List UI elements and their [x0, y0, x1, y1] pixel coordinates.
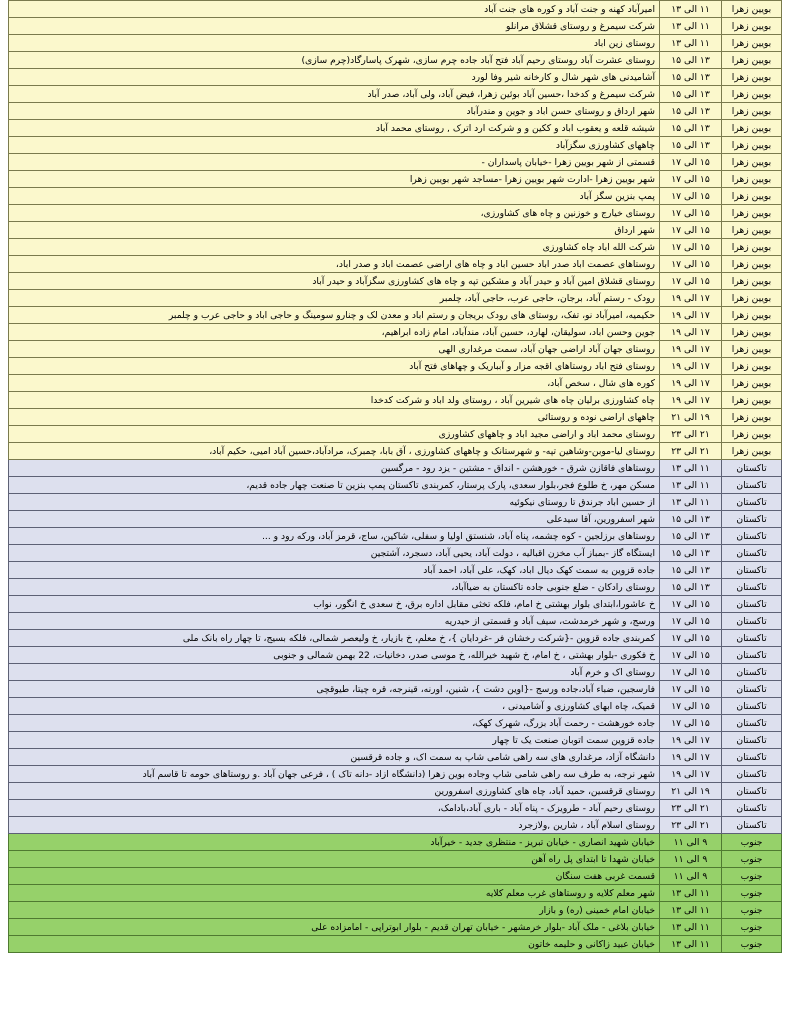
cell-area: بویین زهرا [722, 69, 782, 86]
cell-time: ۱۷ الی ۱۹ [660, 324, 722, 341]
table-row [9, 358, 782, 375]
table-row [9, 86, 782, 103]
table-row [9, 137, 782, 154]
cell-description: قسمتی از شهر بویین زهرا -خیابان پاسداران - [9, 154, 660, 171]
outage-table-body [9, 1, 782, 953]
cell-time: ۱۱ الی ۱۳ [660, 902, 722, 919]
cell-description: حکیمیه، امیرآباد نو، تفک، روستای های رودک بریجان و رستم اباد و معدن لک و چنارو سومینگ و حاجی اباد و حاجی عرب و چلمبر [9, 307, 660, 324]
table-row [9, 732, 782, 749]
cell-description: چاه کشاورزی برلیان چاه های شیرین آباد ، روستای ولد اباد و شرکت کدخدا [9, 392, 660, 409]
cell-time: ۱۵ الی ۱۷ [660, 171, 722, 188]
table-row [9, 511, 782, 528]
cell-description: روستای عشرت آباد روستای رحیم آباد فتح آباد جاده چرم سازی، شهرک پاسارگاد(چرم سازی) [9, 52, 660, 69]
table-row [9, 851, 782, 868]
table-row [9, 936, 782, 953]
cell-description: رودک - رستم آباد، برجان، حاجی عرب، حاجی آباد، چلمبر [9, 290, 660, 307]
cell-area: بویین زهرا [722, 273, 782, 290]
table-row [9, 817, 782, 834]
table-row [9, 120, 782, 137]
cell-area: بویین زهرا [722, 307, 782, 324]
cell-description: چاههای کشاورزی سگزآباد [9, 137, 660, 154]
table-row [9, 613, 782, 630]
cell-time: ۹ الی ۱۱ [660, 834, 722, 851]
cell-description: روستای زین اباد [9, 35, 660, 52]
table-row [9, 69, 782, 86]
cell-area: بویین زهرا [722, 120, 782, 137]
cell-area: جنوب [722, 885, 782, 902]
cell-area: بویین زهرا [722, 222, 782, 239]
table-row [9, 341, 782, 358]
cell-description: فارسجین، ضباء آباد،جاده ورسج -{اوین دشت }، شنین، اورنه، قینرجه، قره چیتا، طیوقچی [9, 681, 660, 698]
cell-area: تاکستان [722, 528, 782, 545]
cell-description: قمیک، چاه ابهای کشاورزی و آشامیدنی ، [9, 698, 660, 715]
table-row [9, 375, 782, 392]
table-row [9, 273, 782, 290]
cell-description: دانشگاه آزاد، مرغداری های سه راهی شامی شاپ به سمت اک، و جاده قرقسین [9, 749, 660, 766]
table-row [9, 681, 782, 698]
cell-area: بویین زهرا [722, 409, 782, 426]
cell-description: قسمت غربی هفت سنگان [9, 868, 660, 885]
table-row [9, 885, 782, 902]
table-row [9, 749, 782, 766]
cell-time: ۱۹ الی ۲۱ [660, 783, 722, 800]
cell-description: شهر معلم کلایه و روستاهای غرب معلم کلایه [9, 885, 660, 902]
cell-time: ۱۹ الی ۲۱ [660, 409, 722, 426]
cell-time: ۱۱ الی ۱۳ [660, 477, 722, 494]
cell-area: جنوب [722, 834, 782, 851]
cell-description: روستای قشلاق امین آباد و حیدر آباد و مشکین تپه و چاه های کشاورزی سگزآباد و حیدر آباد [9, 273, 660, 290]
cell-time: ۱۳ الی ۱۵ [660, 103, 722, 120]
cell-description: روستای فتح اباد روستاهای اقجه مزار و آبباریک و چهاهای فتح آباد [9, 358, 660, 375]
cell-description: شرکت الله اباد چاه کشاورزی [9, 239, 660, 256]
cell-time: ۹ الی ۱۱ [660, 851, 722, 868]
cell-area: بویین زهرا [722, 171, 782, 188]
cell-area: تاکستان [722, 664, 782, 681]
cell-description: کمربندی جاده قزوین -{شرکت رخشان فر -غردایان }، خ معلم، خ بازیار، خ ولیعصر شمالی، فلکه بسیج، تا چهار راه بانک ملی [9, 630, 660, 647]
cell-area: بویین زهرا [722, 86, 782, 103]
cell-description: روستای اک و خرم آباد [9, 664, 660, 681]
cell-time: ۱۵ الی ۱۷ [660, 205, 722, 222]
table-row [9, 664, 782, 681]
cell-description: پمپ بنزین سگز آباد [9, 188, 660, 205]
cell-description: خیابان شهدا تا ابتدای پل راه آهن [9, 851, 660, 868]
table-row [9, 800, 782, 817]
cell-description: روستاهای فاقازن شرق - خورهشن - انداق - مشتین - یزد رود - مرگسین [9, 460, 660, 477]
table-row [9, 596, 782, 613]
table-row [9, 290, 782, 307]
table-row [9, 868, 782, 885]
cell-description: جوین وحسن اباد، سولیقان، لهارد، حسین آباد، مندآباد، امام زاده ابراهیم، [9, 324, 660, 341]
cell-time: ۱۱ الی ۱۳ [660, 18, 722, 35]
cell-area: تاکستان [722, 698, 782, 715]
cell-description: ورسج، و شهر خرمدشت، سیف آباد و قسمتی از حیدریه [9, 613, 660, 630]
cell-description: روستای رادکان - ضلع جنوبی جاده تاکستان به ضیاآباد، [9, 579, 660, 596]
cell-area: بویین زهرا [722, 205, 782, 222]
cell-area: بویین زهرا [722, 1, 782, 18]
cell-area: بویین زهرا [722, 256, 782, 273]
cell-description: مسکن مهر، خ طلوع فجر،بلوار سعدی، پارک پرستار، کمربندی تاکستان پمپ بنزین تا صنعت چهار جاده قدیم، [9, 477, 660, 494]
cell-area: بویین زهرا [722, 341, 782, 358]
cell-time: ۱۳ الی ۱۵ [660, 69, 722, 86]
table-row [9, 783, 782, 800]
cell-area: تاکستان [722, 647, 782, 664]
cell-time: ۱۵ الی ۱۷ [660, 596, 722, 613]
cell-area: بویین زهرا [722, 375, 782, 392]
cell-description: روستای اسلام آباد ، شارین ,ولازجرد [9, 817, 660, 834]
table-row [9, 35, 782, 52]
cell-time: ۹ الی ۱۱ [660, 868, 722, 885]
cell-description: روستای قرقسین، حمید آباد، چاه های کشاورزی اسفرورین [9, 783, 660, 800]
cell-description: روستای جهان آباد اراضی جهان آباد، سمت مرغداری الهی [9, 341, 660, 358]
cell-description: جاده قزوین به سمت کهک دیال اباد، کهک، علی آباد، احمد آباد [9, 562, 660, 579]
table-row [9, 902, 782, 919]
cell-time: ۲۱ الی ۲۳ [660, 817, 722, 834]
table-row [9, 392, 782, 409]
cell-description: کوره های شال ، سخص آباد، [9, 375, 660, 392]
cell-time: ۱۷ الی ۱۹ [660, 358, 722, 375]
cell-time: ۱۳ الی ۱۵ [660, 86, 722, 103]
table-row [9, 18, 782, 35]
table-row [9, 477, 782, 494]
cell-time: ۱۵ الی ۱۷ [660, 647, 722, 664]
cell-description: خ عاشورا،ابتدای بلوار بهشتی خ امام، فلکه تخثی مقابل اداره برق، خ سعدی خ انگور، نواب [9, 596, 660, 613]
cell-description: شهر ارداق و روستای حسن اباد و جوین و مندرآباد [9, 103, 660, 120]
table-row [9, 188, 782, 205]
table-row [9, 766, 782, 783]
cell-area: تاکستان [722, 732, 782, 749]
table-row [9, 239, 782, 256]
cell-time: ۱۱ الی ۱۳ [660, 460, 722, 477]
cell-time: ۱۳ الی ۱۵ [660, 137, 722, 154]
cell-description: روستای محمد اباد و اراضی مجید اباد و چاههای کشاورزی [9, 426, 660, 443]
cell-description: خیابان عبید زاکانی و حلیمه خاتون [9, 936, 660, 953]
cell-description: خیابان شهید انصاری - خیابان تبریز - منتظری جدید - خیرآباد [9, 834, 660, 851]
cell-time: ۱۵ الی ۱۷ [660, 630, 722, 647]
cell-area: جنوب [722, 936, 782, 953]
cell-area: تاکستان [722, 817, 782, 834]
cell-time: ۱۱ الی ۱۳ [660, 1, 722, 18]
cell-area: تاکستان [722, 562, 782, 579]
cell-area: بویین زهرا [722, 188, 782, 205]
cell-area: جنوب [722, 868, 782, 885]
table-row [9, 698, 782, 715]
cell-area: تاکستان [722, 460, 782, 477]
cell-area: بویین زهرا [722, 392, 782, 409]
table-row [9, 256, 782, 273]
cell-area: تاکستان [722, 596, 782, 613]
cell-area: تاکستان [722, 783, 782, 800]
cell-area: بویین زهرا [722, 358, 782, 375]
cell-description: روستای لیا-موبن-وشاهین تپه- و شهرستانک و چاههای کشاورزی ، آق بابا، چمبرک، مرادآباد،حسین آباد امیی، حکیم آباد، [9, 443, 660, 460]
cell-description: شرکت سیمرغ و روستای قشلاق مرانلو [9, 18, 660, 35]
cell-area: تاکستان [722, 613, 782, 630]
cell-area: جنوب [722, 919, 782, 936]
cell-description: شیشه قلعه و یعقوب اباد و ککین و و شرکت ارد اترک , روستای محمد آباد [9, 120, 660, 137]
cell-time: ۱۷ الی ۱۹ [660, 749, 722, 766]
cell-time: ۱۵ الی ۱۷ [660, 188, 722, 205]
cell-area: تاکستان [722, 715, 782, 732]
cell-description: شرکت سیمرغ و کدخدا ،حسین آباد بوئین زهرا، فیض آباد، ولی آباد، صدر آباد [9, 86, 660, 103]
cell-time: ۱۷ الی ۱۹ [660, 732, 722, 749]
cell-time: ۲۱ الی ۲۳ [660, 443, 722, 460]
cell-area: جنوب [722, 902, 782, 919]
cell-area: بویین زهرا [722, 154, 782, 171]
cell-time: ۱۵ الی ۱۷ [660, 681, 722, 698]
table-row [9, 545, 782, 562]
cell-time: ۱۳ الی ۱۵ [660, 528, 722, 545]
cell-time: ۱۳ الی ۱۵ [660, 120, 722, 137]
table-row [9, 494, 782, 511]
table-row [9, 630, 782, 647]
cell-area: تاکستان [722, 749, 782, 766]
cell-description: خیابان بلاغی - ملک آباد -بلوار خرمشهر - خیابان تهران قدیم - بلوار ابوتراپی - امامزاده علی [9, 919, 660, 936]
cell-time: ۱۷ الی ۱۹ [660, 341, 722, 358]
table-row [9, 647, 782, 664]
cell-time: ۱۱ الی ۱۳ [660, 936, 722, 953]
cell-description: امیرآباد کهنه و جنت آباد و کوره های جنت آباد [9, 1, 660, 18]
table-row [9, 443, 782, 460]
cell-time: ۱۷ الی ۱۹ [660, 392, 722, 409]
cell-area: تاکستان [722, 511, 782, 528]
cell-description: خیابان امام خمینی (ره) و بازار [9, 902, 660, 919]
cell-area: تاکستان [722, 630, 782, 647]
cell-time: ۱۵ الی ۱۷ [660, 256, 722, 273]
cell-time: ۱۱ الی ۱۳ [660, 919, 722, 936]
table-row [9, 460, 782, 477]
cell-area: بویین زهرا [722, 52, 782, 69]
table-row [9, 834, 782, 851]
cell-area: تاکستان [722, 800, 782, 817]
cell-time: ۱۱ الی ۱۳ [660, 494, 722, 511]
table-row [9, 715, 782, 732]
cell-area: بویین زهرا [722, 443, 782, 460]
cell-time: ۱۵ الی ۱۷ [660, 715, 722, 732]
cell-description: چاههای اراضی نوده و روستائی [9, 409, 660, 426]
table-row [9, 307, 782, 324]
cell-time: ۱۳ الی ۱۵ [660, 579, 722, 596]
cell-description: شهر نرجه، به طرف سه راهی شامی شاپ وجاده بوین زهرا (دانشگاه ازاد -دانه تاک ) ، فرعی جهان آباد .و روستاهای حومه تا قاسم آباد [9, 766, 660, 783]
cell-area: بویین زهرا [722, 137, 782, 154]
table-row [9, 426, 782, 443]
cell-time: ۱۵ الی ۱۷ [660, 664, 722, 681]
cell-time: ۱۷ الی ۱۹ [660, 290, 722, 307]
cell-area: بویین زهرا [722, 239, 782, 256]
table-row [9, 154, 782, 171]
cell-area: بویین زهرا [722, 290, 782, 307]
cell-description: روستای رحیم آباد - طرویزک - پناه آباد - باری آباد،بادامک، [9, 800, 660, 817]
cell-area: تاکستان [722, 494, 782, 511]
table-row [9, 205, 782, 222]
cell-area: بویین زهرا [722, 426, 782, 443]
cell-time: ۱۷ الی ۱۹ [660, 766, 722, 783]
table-row [9, 324, 782, 341]
cell-time: ۲۱ الی ۲۳ [660, 800, 722, 817]
outage-schedule-table [8, 0, 782, 953]
cell-description: روستای خیارج و خوزنین و چاه های کشاورزی، [9, 205, 660, 222]
cell-description: شهر اسفرورین، آقا سیدعلی [9, 511, 660, 528]
cell-area: بویین زهرا [722, 35, 782, 52]
cell-description: شهر ارداق [9, 222, 660, 239]
table-row [9, 919, 782, 936]
table-row [9, 103, 782, 120]
cell-description: خ فکوری -بلوار بهشتی ، خ امام، خ شهید خیرالله، خ موسی صدر، دخانیات، 22 بهمن شمالی و جنوبی [9, 647, 660, 664]
cell-time: ۱۱ الی ۱۳ [660, 35, 722, 52]
cell-time: ۱۳ الی ۱۵ [660, 52, 722, 69]
cell-time: ۱۱ الی ۱۳ [660, 885, 722, 902]
cell-time: ۱۵ الی ۱۷ [660, 154, 722, 171]
cell-time: ۱۳ الی ۱۵ [660, 562, 722, 579]
cell-area: جنوب [722, 851, 782, 868]
table-row [9, 562, 782, 579]
cell-area: بویین زهرا [722, 18, 782, 35]
cell-description: آشامیدنی های شهر شال و کارخانه شیر وفا لورد [9, 69, 660, 86]
cell-area: بویین زهرا [722, 324, 782, 341]
cell-time: ۱۵ الی ۱۷ [660, 239, 722, 256]
cell-description: جاده خورهشت - رحمت آباد بزرگ، شهرک کهک، [9, 715, 660, 732]
cell-area: تاکستان [722, 545, 782, 562]
cell-time: ۱۵ الی ۱۷ [660, 273, 722, 290]
cell-time: ۱۵ الی ۱۷ [660, 698, 722, 715]
cell-description: از حسین اباد جرندق تا روستای نیکوئیه [9, 494, 660, 511]
cell-time: ۱۵ الی ۱۷ [660, 222, 722, 239]
cell-description: ایستگاه گاز -بمباز آب مخزن اقبالیه ، دولت آباد، یحیی آباد، دسجرد، آشتجین [9, 545, 660, 562]
table-row [9, 528, 782, 545]
cell-area: تاکستان [722, 579, 782, 596]
cell-description: جاده قزوین سمت اتوبان صنعت یک تا چهار [9, 732, 660, 749]
table-row [9, 1, 782, 18]
cell-time: ۱۳ الی ۱۵ [660, 511, 722, 528]
cell-description: شهر بویین زهرا -ادارت شهر بویین زهرا -مساجد شهر بویین زهرا [9, 171, 660, 188]
cell-time: ۲۱ الی ۲۳ [660, 426, 722, 443]
table-row [9, 579, 782, 596]
table-row [9, 409, 782, 426]
cell-area: تاکستان [722, 681, 782, 698]
cell-area: تاکستان [722, 766, 782, 783]
cell-description: روستاهای برزلجین - کوه چشمه، پناه آباد، شنستق اولیا و سفلی، شاکین، ساج، قرمز آباد، ورکه رود و ... [9, 528, 660, 545]
cell-area: بویین زهرا [722, 103, 782, 120]
table-row [9, 222, 782, 239]
cell-time: ۱۳ الی ۱۵ [660, 545, 722, 562]
table-row [9, 52, 782, 69]
cell-area: تاکستان [722, 477, 782, 494]
cell-time: ۱۷ الی ۱۹ [660, 307, 722, 324]
cell-time: ۱۷ الی ۱۹ [660, 375, 722, 392]
table-row [9, 171, 782, 188]
cell-description: روستاهای عصمت اباد صدر اباد حسین اباد و چاه های اراضی عصمت اباد و صدر اباد، [9, 256, 660, 273]
cell-time: ۱۵ الی ۱۷ [660, 613, 722, 630]
